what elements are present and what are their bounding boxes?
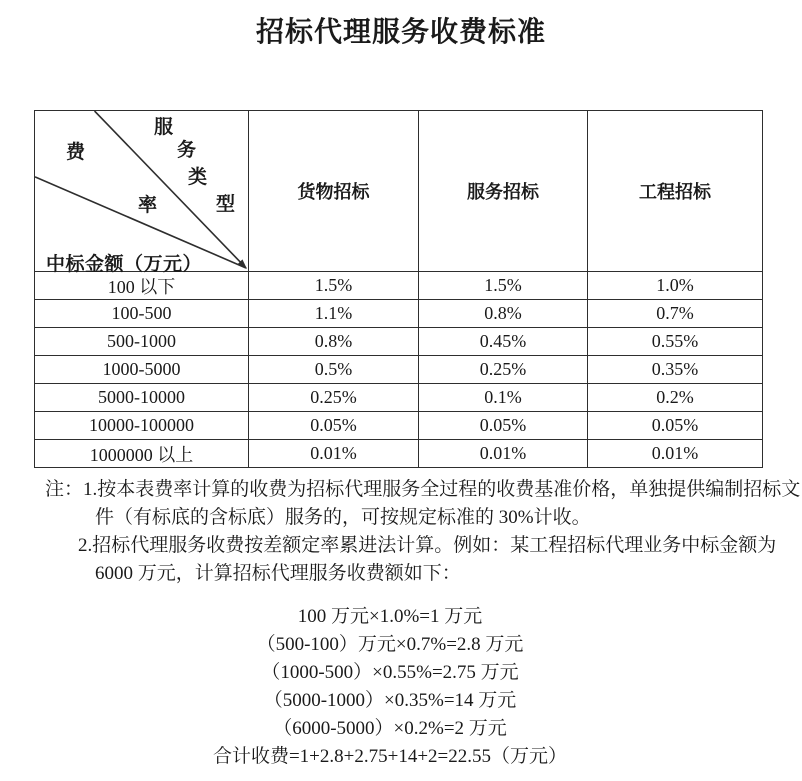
goods-rate-cell: 0.05% — [249, 412, 419, 440]
service-rate-cell: 0.01% — [419, 440, 588, 468]
service-rate-cell: 0.8% — [419, 300, 588, 328]
works-rate-cell: 0.55% — [588, 328, 763, 356]
note2-line1: 2.招标代理服务收费按差额定率累进法计算。例如：某工程招标代理业务中标金额为 — [78, 535, 777, 556]
service-rate-cell: 0.25% — [419, 356, 588, 384]
goods-rate-cell: 0.01% — [249, 440, 419, 468]
table-row — [35, 412, 763, 440]
service-rate-cell: 0.45% — [419, 328, 588, 356]
works-rate-cell: 0.7% — [588, 300, 763, 328]
table-header-row — [35, 111, 763, 272]
table-row — [35, 384, 763, 412]
table-row — [35, 440, 763, 468]
service-rate-cell: 1.5% — [419, 272, 588, 300]
column-header-works: 工程招标 — [588, 111, 763, 272]
corner-amount-label: 中标金额（万元） — [46, 254, 203, 275]
note2-line2: 6000 万元，计算招标代理服务收费额如下： — [95, 563, 461, 584]
goods-rate-cell: 0.8% — [249, 328, 419, 356]
corner-label-service-char1: 服 — [154, 117, 174, 138]
corner-label-service-char4: 型 — [216, 194, 236, 215]
service-rate-cell: 0.1% — [419, 384, 588, 412]
note1-line1: 注：1.按本表费率计算的收费为招标代理服务全过程的收费基准价格，单独提供编制招标文 — [45, 479, 801, 500]
service-rate-cell: 0.05% — [419, 412, 588, 440]
amount-cell: 100-500 — [35, 300, 249, 328]
goods-rate-cell: 0.25% — [249, 384, 419, 412]
amount-cell: 500-1000 — [35, 328, 249, 356]
corner-label-fee-char1: 费 — [66, 142, 86, 163]
diagonal-divider-lines — [35, 111, 248, 271]
calc-line-4: （5000-1000）×0.35%=14 万元 — [263, 690, 517, 711]
goods-rate-cell: 1.1% — [249, 300, 419, 328]
amount-cell: 1000000 以上 — [35, 440, 249, 468]
goods-rate-cell: 1.5% — [249, 272, 419, 300]
works-rate-cell: 0.01% — [588, 440, 763, 468]
amount-cell: 1000-5000 — [35, 356, 249, 384]
calc-line-1: 100 万元×1.0%=1 万元 — [297, 606, 483, 627]
amount-cell: 100 以下 — [35, 272, 249, 300]
works-rate-cell: 0.05% — [588, 412, 763, 440]
footnotes — [0, 476, 802, 588]
table-row — [35, 328, 763, 356]
table-row — [35, 356, 763, 384]
calc-line-5: （6000-5000）×0.2%=2 万元 — [273, 718, 507, 739]
table-row — [35, 300, 763, 328]
diagonal-corner-cell — [35, 111, 249, 275]
amount-cell: 5000-10000 — [35, 384, 249, 412]
calc-line-2: （500-100）万元×0.7%=2.8 万元 — [256, 634, 524, 655]
goods-rate-cell: 0.5% — [249, 356, 419, 384]
column-header-service: 服务招标 — [419, 111, 588, 272]
column-header-goods: 货物招标 — [249, 111, 419, 272]
calculation-example — [0, 603, 780, 771]
amount-cell: 10000-100000 — [35, 412, 249, 440]
note1-line2: 件（有标底的含标底）服务的，可按规定标准的 30%计收。 — [95, 507, 591, 528]
works-rate-cell: 0.35% — [588, 356, 763, 384]
works-rate-cell: 1.0% — [588, 272, 763, 300]
calc-total: 合计收费=1+2.8+2.75+14+2=22.55（万元） — [212, 746, 568, 767]
corner-label-service-char3: 类 — [188, 167, 208, 188]
fee-rate-table — [34, 110, 763, 468]
calc-line-3: （1000-500）×0.55%=2.75 万元 — [261, 662, 519, 683]
page-title: 招标代理服务收费标准 — [255, 17, 546, 48]
corner-label-service-char2: 务 — [177, 140, 197, 161]
works-rate-cell: 0.2% — [588, 384, 763, 412]
corner-label-fee-char2: 率 — [138, 195, 158, 216]
